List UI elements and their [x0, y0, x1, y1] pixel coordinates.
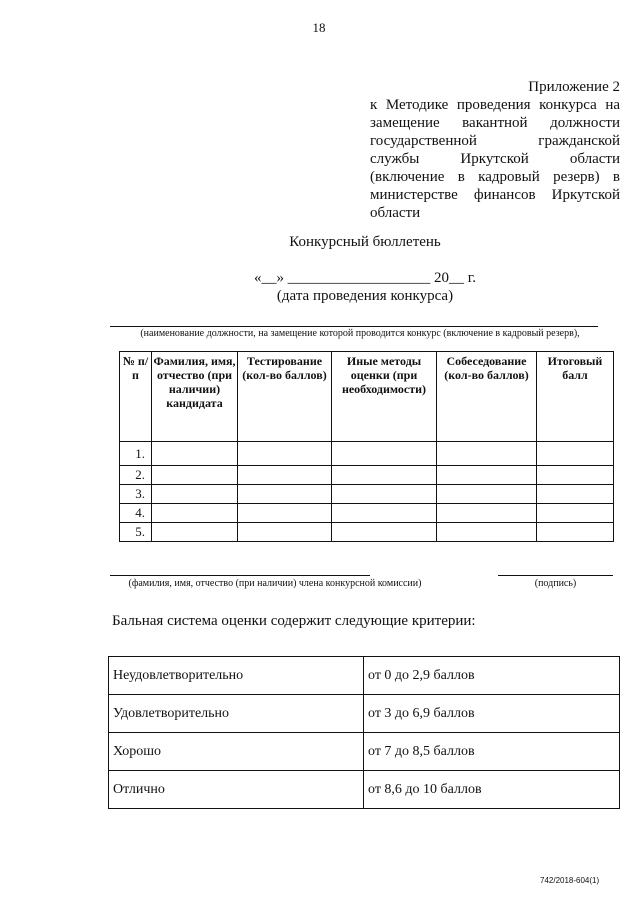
table-row [120, 504, 614, 523]
other-methods-cell[interactable] [332, 442, 437, 466]
testing-cell[interactable] [238, 523, 332, 542]
criteria-table [108, 656, 620, 809]
signature-caption: (подпись) [534, 578, 577, 589]
row-number: 3. [120, 485, 152, 504]
final-score-cell[interactable] [537, 504, 614, 523]
appendix-line: службы Иркутской области [370, 151, 620, 167]
table-row [120, 442, 614, 466]
interview-cell[interactable] [437, 485, 537, 504]
document-title: Конкурсный бюллетень [289, 234, 441, 250]
criteria-row [109, 771, 620, 809]
criteria-label: Отлично [109, 771, 364, 809]
interview-cell[interactable] [437, 442, 537, 466]
criteria-intro: Бальная система оценки содержит следующие критерии: [112, 613, 476, 629]
table-row [120, 485, 614, 504]
appendix-line: (включение в кадровый резерв) в [370, 169, 620, 185]
page-number: 18 [312, 20, 326, 35]
ballot-table [119, 351, 614, 542]
appendix-line: области [370, 205, 421, 221]
appendix-line: государственной гражданской [370, 133, 620, 149]
testing-cell[interactable] [238, 485, 332, 504]
final-score-cell[interactable] [537, 485, 614, 504]
row-number: 2. [120, 466, 152, 485]
position-caption: (наименование должности, на замещение которой проводится конкурс (включение в кадровый резерв), [140, 328, 580, 339]
header-other-methods: Иные методы оценки (при необходимости) [332, 352, 437, 442]
appendix-line: министерстве финансов Иркутской [370, 187, 620, 203]
appendix-title: Приложение 2 [528, 79, 620, 95]
date-caption: (дата проведения конкурса) [276, 288, 454, 304]
final-score-cell[interactable] [537, 466, 614, 485]
date-line: «__» ___________________ 20__ г. [254, 270, 476, 286]
row-number: 5. [120, 523, 152, 542]
footer-document-code: 742/2018-604(1) [540, 876, 600, 885]
criteria-label: Неудовлетворительно [109, 657, 364, 695]
testing-cell[interactable] [238, 466, 332, 485]
final-score-cell[interactable] [537, 523, 614, 542]
other-methods-cell[interactable] [332, 485, 437, 504]
row-number: 1. [120, 442, 152, 466]
appendix-line: к Методике проведения конкурса на [370, 97, 620, 113]
interview-cell[interactable] [437, 504, 537, 523]
header-number: № п/п [120, 352, 152, 442]
candidate-name-cell[interactable] [152, 504, 238, 523]
other-methods-cell[interactable] [332, 523, 437, 542]
candidate-name-cell[interactable] [152, 466, 238, 485]
table-row [120, 523, 614, 542]
header-final-score: Итоговый балл [537, 352, 614, 442]
table-row [120, 466, 614, 485]
other-methods-cell[interactable] [332, 504, 437, 523]
candidate-name-cell[interactable] [152, 523, 238, 542]
interview-cell[interactable] [437, 523, 537, 542]
criteria-label: Удовлетворительно [109, 695, 364, 733]
member-name-caption: (фамилия, имя, отчество (при наличии) члена конкурсной комиссии) [128, 578, 422, 589]
criteria-row [109, 733, 620, 771]
appendix-text [370, 96, 620, 222]
other-methods-cell[interactable] [332, 466, 437, 485]
testing-cell[interactable] [238, 442, 332, 466]
candidate-name-cell[interactable] [152, 442, 238, 466]
header-testing: Тестирование (кол-во баллов) [238, 352, 332, 442]
table-header-row [120, 352, 614, 442]
criteria-range: от 8,6 до 10 баллов [364, 771, 620, 809]
header-candidate-name: Фамилия, имя, отчество (при наличии) кандидата [152, 352, 238, 442]
criteria-range: от 0 до 2,9 баллов [364, 657, 620, 695]
member-name-fill-line [110, 575, 370, 576]
criteria-label: Хорошо [109, 733, 364, 771]
final-score-cell[interactable] [537, 442, 614, 466]
appendix-line: замещение вакантной должности [370, 115, 620, 131]
interview-cell[interactable] [437, 466, 537, 485]
header-interview: Собеседование (кол-во баллов) [437, 352, 537, 442]
candidate-name-cell[interactable] [152, 485, 238, 504]
row-number: 4. [120, 504, 152, 523]
criteria-row [109, 657, 620, 695]
criteria-row [109, 695, 620, 733]
signature-fill-line [498, 575, 613, 576]
testing-cell[interactable] [238, 504, 332, 523]
criteria-range: от 7 до 8,5 баллов [364, 733, 620, 771]
position-fill-line [110, 326, 598, 327]
criteria-range: от 3 до 6,9 баллов [364, 695, 620, 733]
